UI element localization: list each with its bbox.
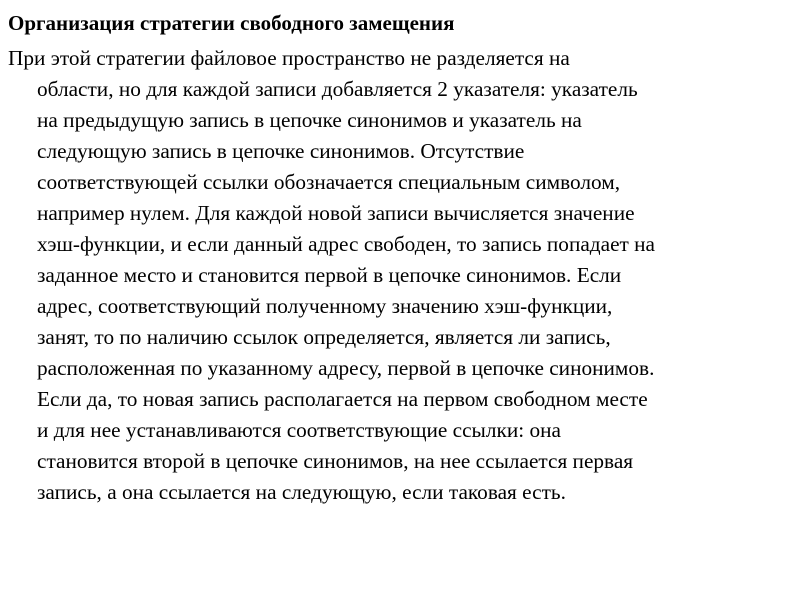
paragraph-line: Если да, то новая запись располагается на первом свободном месте xyxy=(37,387,648,411)
paragraph-line: становится второй в цепочке синонимов, на нее ссылается первая xyxy=(37,449,634,473)
paragraph-line: расположенная по указанному адресу, первой в цепочке синонимов. xyxy=(37,356,655,380)
paragraph-line: соответствующей ссылки обозначается специальным символом, xyxy=(37,170,621,194)
paragraph-line: на предыдущую запись в цепочке синонимов и указатель на xyxy=(37,108,582,132)
paragraph-line: хэш-функции, и если данный адрес свободен, то запись попадает на xyxy=(37,232,656,256)
paragraph-line: например нулем. Для каждой новой записи вычисляется значение xyxy=(37,201,635,225)
paragraph-line: При этой стратегии файловое пространство не разделяется на xyxy=(8,46,570,70)
paragraph-line: запись, а она ссылается на следующую, если таковая есть. xyxy=(37,480,566,504)
paragraph-line: занят, то по наличию ссылок определяется, является ли запись, xyxy=(37,325,611,349)
slide-title: Организация стратегии свободного замещения xyxy=(8,11,455,35)
paragraph-line: и для нее устанавливаются соответствующие ссылки: она xyxy=(37,418,561,442)
paragraph-line: области, но для каждой записи добавляется 2 указателя: указатель xyxy=(37,77,638,101)
paragraph-line: следующую запись в цепочке синонимов. Отсутствие xyxy=(37,139,525,163)
slide-paragraph xyxy=(8,43,794,508)
paragraph-line: заданное место и становится первой в цепочке синонимов. Если xyxy=(37,263,622,287)
paragraph-line: адрес, соответствующий полученному значению хэш-функции, xyxy=(37,294,613,318)
